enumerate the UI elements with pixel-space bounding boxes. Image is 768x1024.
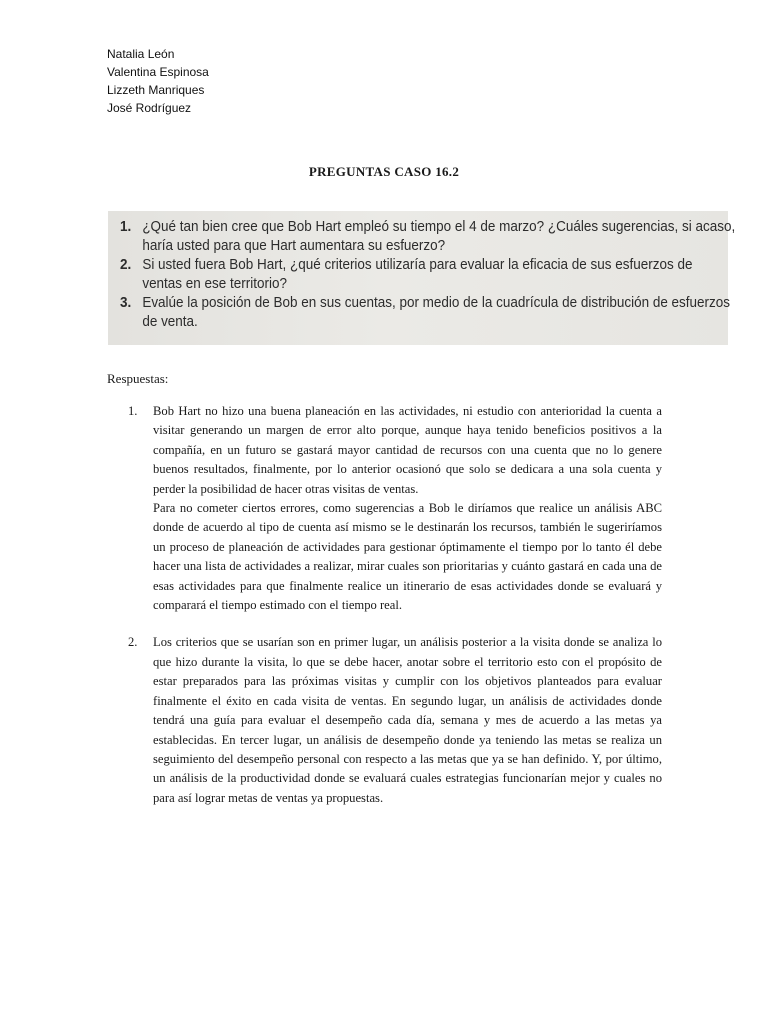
answer-paragraph: Para no cometer ciertos errores, como sugerencias a Bob le diríamos que realice un análisis ABC donde de acuerdo al tipo de cuenta así mismo se le destinarán los recursos, también le sugeriríamos un proceso de planeación de actividades para gestionar óptimamente el tiempo por lo tanto él debe hacer una lista de actividades a realizar, mirar cuales son prioritarias y cuánto gastará en cada una de esas actividades para que finalmente realice un itinerario de esas actividades donde se evaluará y comparará el tiempo estimado con el tiempo real. <box>153 501 662 613</box>
answer-paragraph: Los criterios que se usarían son en primer lugar, un análisis posterior a la visita donde se analiza lo que hizo durante la visita, lo que se debe hacer, anotar sobre el territorio esto con el propósito de estar preparados para las próximas visitas y cumplir con los objetivos planteados para evaluar finalmente el éxito en cada visita de ventas. En segundo lugar, un análisis de actividades donde tendrá una guía para evaluar el desempeño cada día, semana y mes de acuerdo a las metas ya establecidas. En tercer lugar, un análisis de desempeño donde ya teniendo las metas se realiza un seguimiento del desempeño personal con respecto a las metas que ya se han definido. Y, por último, un análisis de la productividad donde se evaluará cuales estrategias funcionarían mejor y cuales no para así lograr metas de ventas ya propuestas. <box>153 635 662 805</box>
answer-item <box>128 402 662 615</box>
question-text: Evalúe la posición de Bob en sus cuentas, por medio de la cuadrícula de distribución de esfuerzos de venta. <box>142 295 731 330</box>
page-title: PREGUNTAS CASO 16.2 <box>308 164 460 179</box>
scanned-questions-image <box>108 211 736 345</box>
author-name: José Rodríguez <box>107 101 192 115</box>
question-item <box>120 256 736 294</box>
answer-list <box>128 402 662 826</box>
author-name: Valentina Espinosa <box>107 65 209 79</box>
question-number: 1. <box>120 219 132 235</box>
question-item <box>120 218 736 256</box>
responses-heading: Respuestas: <box>107 371 169 386</box>
question-number: 3. <box>120 295 132 311</box>
author-name: Natalia León <box>107 47 175 61</box>
answer-paragraph: Bob Hart no hizo una buena planeación en las actividades, ni estudio con anterioridad la cuenta a visitar generando un margen de error alto porque, aunque haya tenido beneficios positivos a la compañía, en un futuro se gastará mayor cantidad de recursos con una cuenta que no lo genere buenos resultados, finalmente, por lo anterior ocasionó que solo se dedicara a una sola cuenta y perder la posibilidad de hacer otras visitas de ventas. <box>153 404 662 496</box>
question-text: Si usted fuera Bob Hart, ¿qué criterios utilizaría para evaluar la eficacia de sus esfuerzos de ventas en ese territorio? <box>142 257 693 292</box>
question-text: ¿Qué tan bien cree que Bob Hart empleó su tiempo el 4 de marzo? ¿Cuáles sugerencias, si acaso, haría usted para que Hart aumentara su esfuerzo? <box>142 219 736 254</box>
answer-item <box>128 633 662 808</box>
question-item <box>120 294 736 332</box>
question-number: 2. <box>120 257 132 273</box>
author-name: Lizzeth Manriques <box>107 83 205 97</box>
author-list <box>107 45 209 117</box>
answer-number: 1. <box>128 404 138 418</box>
answer-number: 2. <box>128 635 138 650</box>
